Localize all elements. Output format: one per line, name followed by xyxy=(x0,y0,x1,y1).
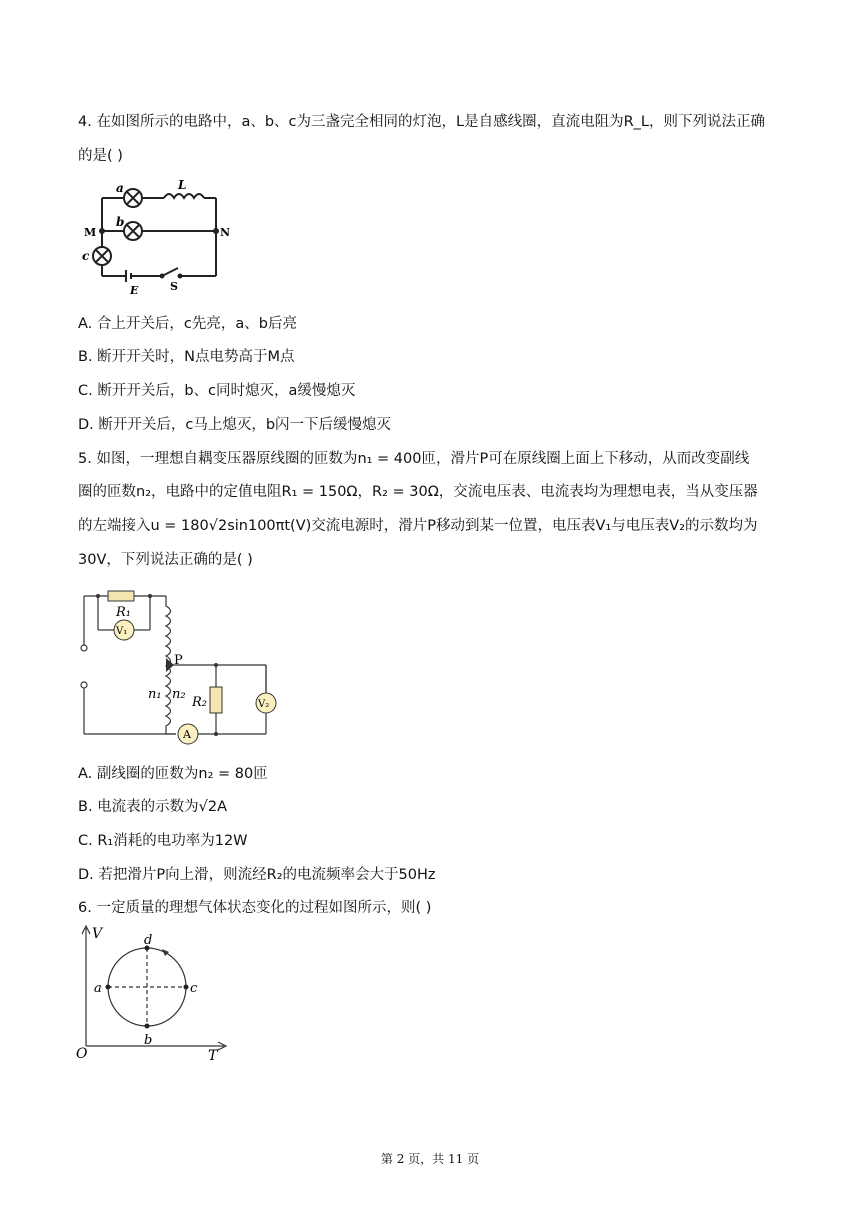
q4-stem-line2: 的是( ) xyxy=(78,148,123,164)
label-V2: V₂ xyxy=(258,699,270,710)
q4-stem-line1: 4. 在如图所示的电路中，a、b、c为三盏完全相同的灯泡，L是自感线圈，直流电阻为R_L，则下列说法正确 xyxy=(78,114,765,130)
point-label-b: b xyxy=(144,1033,153,1048)
point-label-d: d xyxy=(144,933,153,948)
q5-stem-line4: 30V，下列说法正确的是( ) xyxy=(78,552,253,568)
label-a: a xyxy=(116,181,124,195)
label-M: M xyxy=(84,226,97,239)
label-S: S xyxy=(170,280,178,293)
point-label-a: a xyxy=(94,981,102,996)
q4-option-a: A. 合上开关后，c先亮，a、b后亮 xyxy=(78,316,297,332)
q5-option-a: A. 副线圈的匝数为n₂ = 80匝 xyxy=(78,766,268,782)
axis-label-V: V xyxy=(92,926,103,942)
q5-option-b: B. 电流表的示数为√2A xyxy=(78,799,228,815)
axis-label-T: T xyxy=(208,1048,218,1064)
q4-circuit-figure xyxy=(78,176,231,300)
q5-option-c: C. R₁消耗的电功率为12W xyxy=(78,833,248,849)
q5-stem-line2: 圈的匝数n₂，电路中的定值电阻R₁ = 150Ω，R₂ = 30Ω，交流电压表、电流表均为理想电表，当从变压器 xyxy=(78,484,758,500)
label-n2: n₂ xyxy=(172,687,186,702)
label-n1: n₁ xyxy=(148,687,162,702)
label-L: L xyxy=(178,178,187,192)
q4-option-b: B. 断开开关时，N点电势高于M点 xyxy=(78,349,295,365)
q4-option-c: C. 断开开关后，b、c同时熄灭，a缓慢熄灭 xyxy=(78,383,356,399)
q5-transformer-figure xyxy=(78,586,278,746)
origin-label: O xyxy=(76,1046,88,1062)
label-E: E xyxy=(130,284,139,297)
q5-option-d: D. 若把滑片P向上滑，则流经R₂的电流频率会大于50Hz xyxy=(78,867,436,883)
label-P: P xyxy=(174,653,183,668)
q5-stem-line3: 的左端接入u = 180√2sin100πt(V)交流电源时，滑片P移动到某一位置，电压表V₁与电压表V₂的示数均为 xyxy=(78,518,758,534)
label-N: N xyxy=(220,226,231,239)
q6-stem-line1: 6. 一定质量的理想气体状态变化的过程如图所示，则( ) xyxy=(78,900,432,916)
page-footer: 第 2 页，共 11 页 xyxy=(380,1152,480,1166)
label-A-meter: A xyxy=(183,728,191,741)
q6-vt-graph-figure xyxy=(74,924,234,1066)
label-c: c xyxy=(82,249,90,263)
q5-stem-line1: 5. 如图，一理想自耦变压器原线圈的匝数为n₁ = 400匝，滑片P可在原线圈上面上下移动，从而改变副线 xyxy=(78,451,750,467)
q4-option-d: D. 断开开关后，c马上熄灭，b闪一下后缓慢熄灭 xyxy=(78,417,392,433)
label-V1: V₁ xyxy=(116,626,128,637)
point-label-c: c xyxy=(190,981,198,996)
label-R1: R₁ xyxy=(116,605,131,620)
label-b: b xyxy=(116,215,125,229)
label-R2: R₂ xyxy=(192,695,207,710)
